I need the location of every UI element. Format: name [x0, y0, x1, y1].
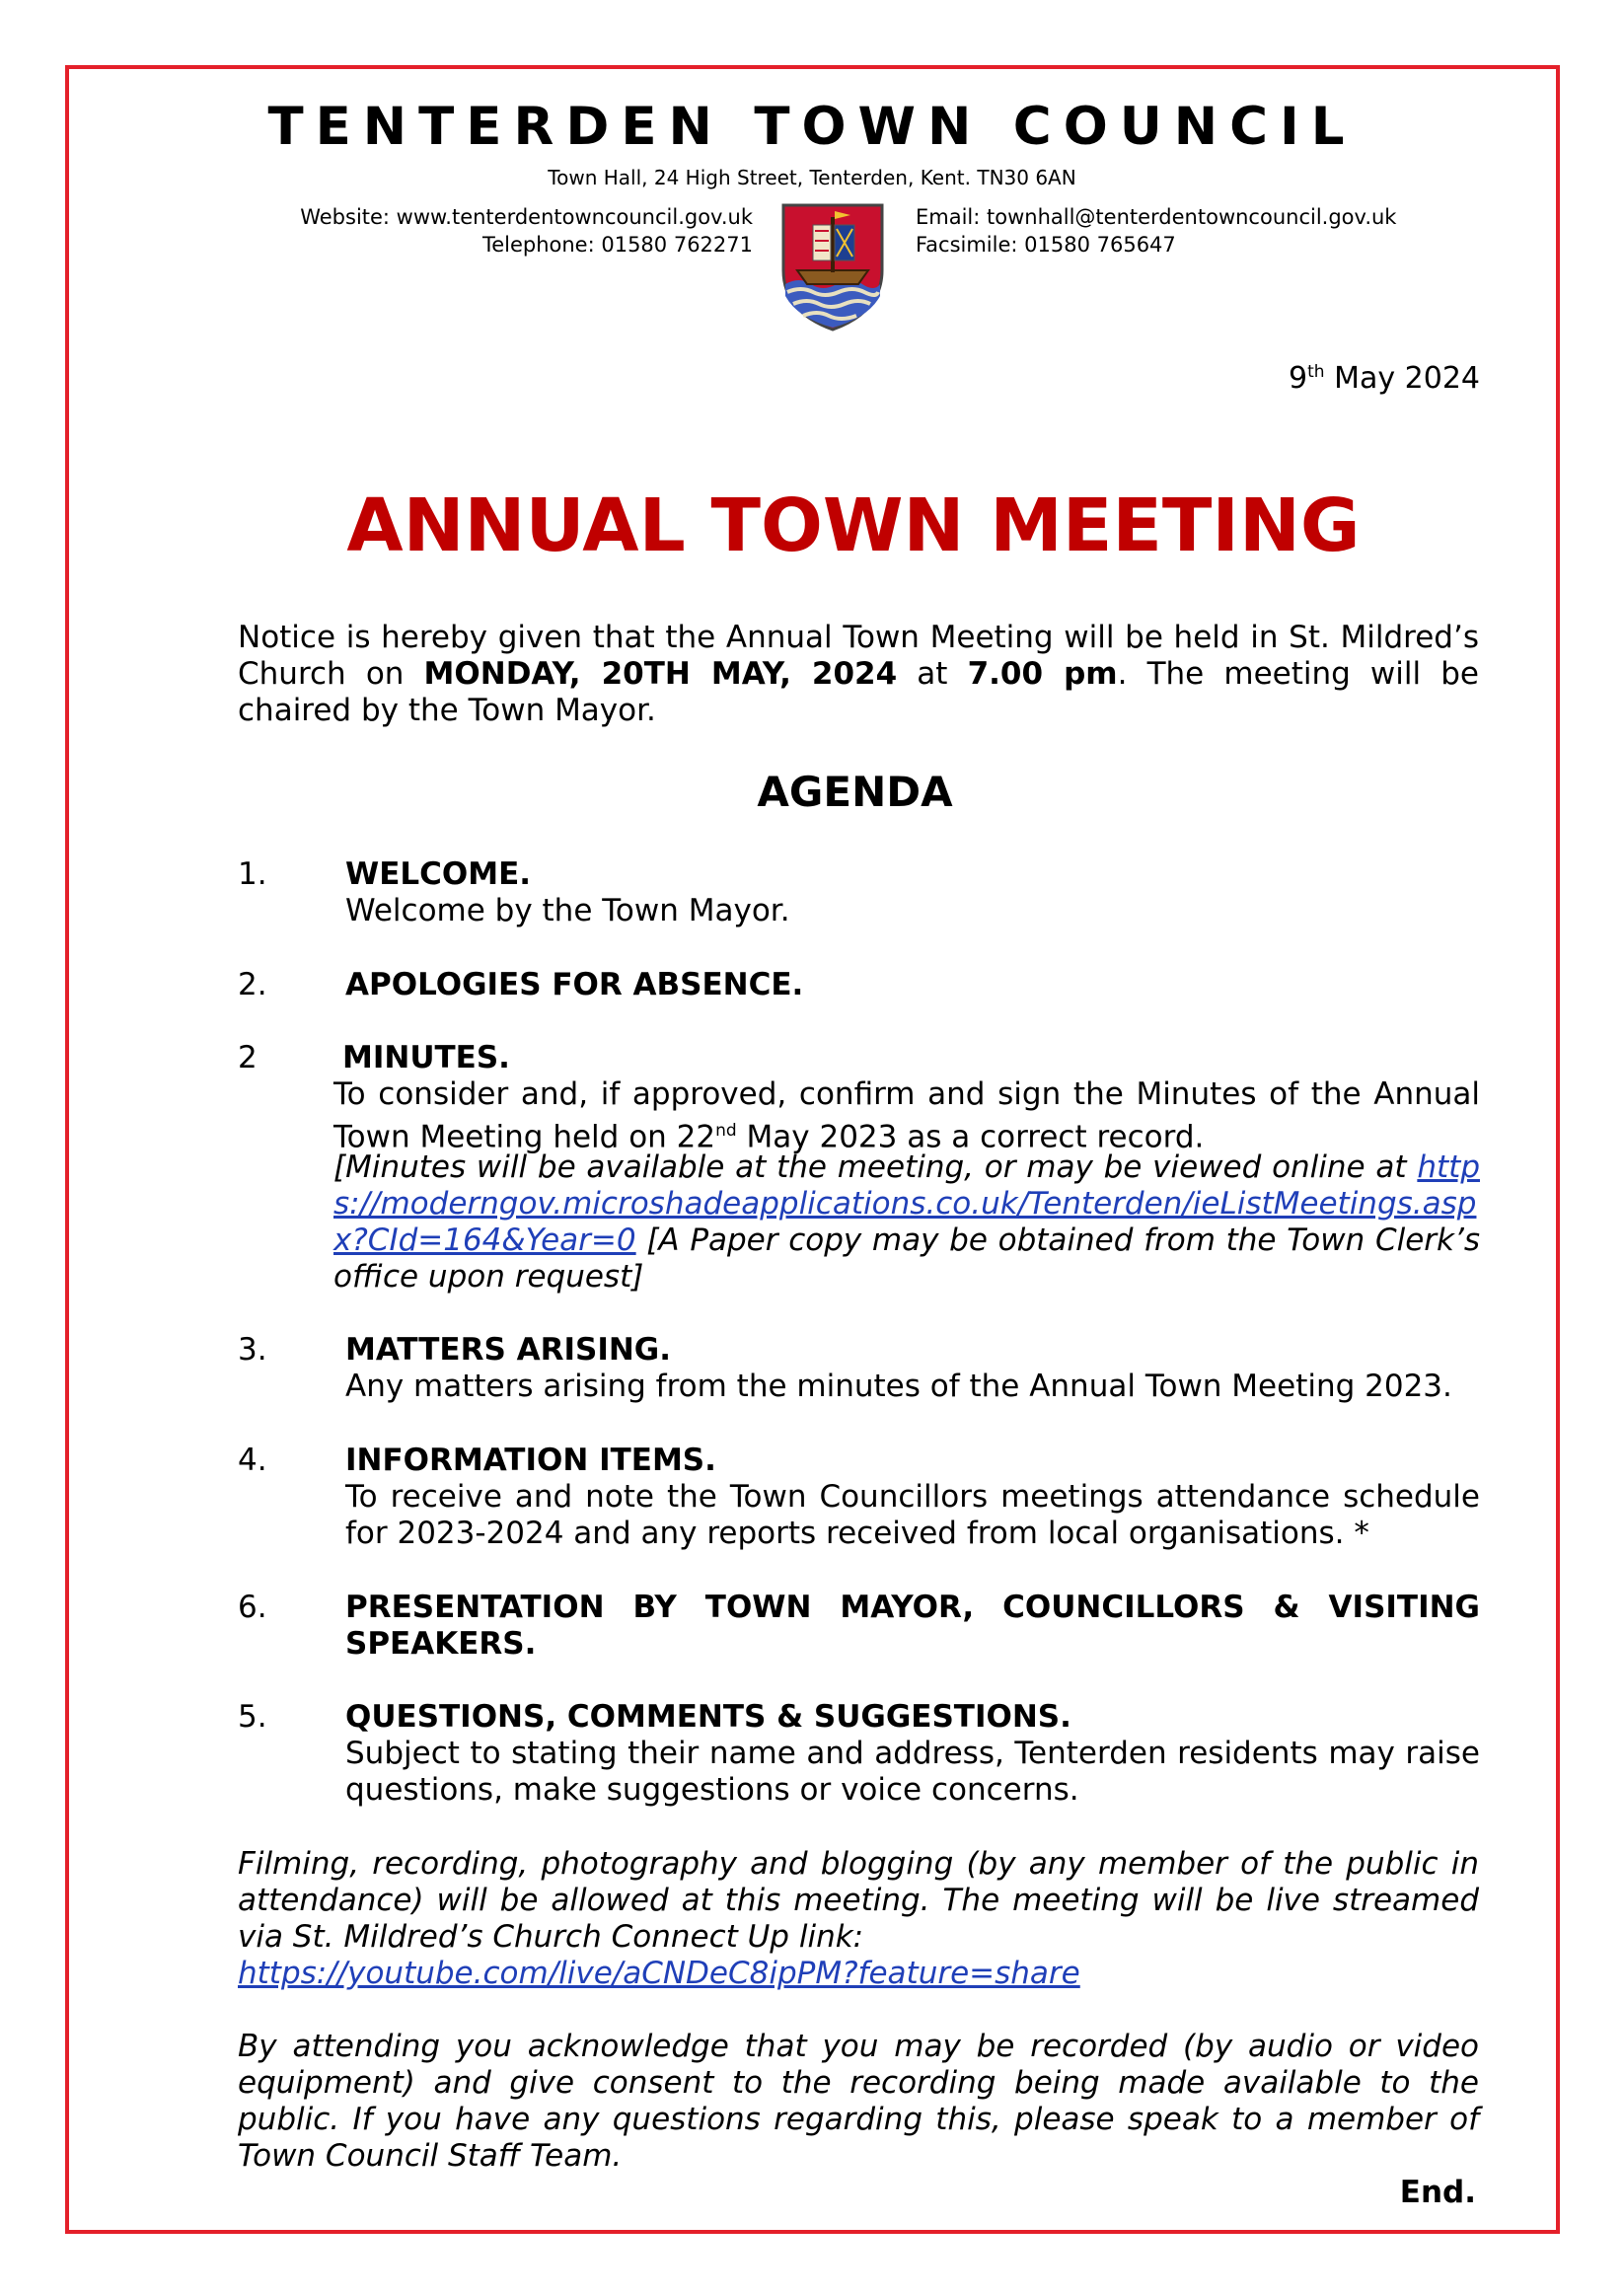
council-name: TENTERDEN TOWN COUNCIL [267, 97, 1357, 157]
item-text: Welcome by the Town Mayor. [345, 893, 790, 928]
livestream-link[interactable]: https://youtube.com/live/aCNDeC8ipPM?feature=share [238, 1956, 1080, 1991]
item-text: Any matters arising from the minutes of the Annual Town Meeting 2023. [345, 1369, 1452, 1404]
telephone: Telephone: 01580 762271 [481, 233, 753, 257]
town-crest-icon [779, 201, 886, 333]
item-text: To receive and note the Town Councillors meetings attendance schedule for 2023-2024 and any reports received from local organisations. * [345, 1479, 1480, 1551]
item-number: 3. [238, 1332, 267, 1368]
item-number: 2 [238, 1040, 258, 1075]
minutes-link[interactable]: https://moderngov.microshadeapplications.co.uk/Tenterden/ieListMeetings.aspx?CId=164&Year=0 [333, 1149, 1480, 1258]
agenda-item-matters-arising [345, 1332, 1480, 1405]
facsimile: Facsimile: 01580 765647 [916, 233, 1176, 257]
filming-notice: Filming, recording, photography and blogging (by any member of the public in attendance) will be allowed at this meeting. The meeting will be live streamed via St. Mildred’s Church Connect Up link: https://youtube.com/live/aCNDeC8ipPM?feature=share [238, 1846, 1479, 1991]
contact-right [916, 203, 1396, 259]
agenda-item-information [345, 1443, 1480, 1552]
agenda-item-welcome [345, 856, 1480, 929]
notice-date: 9th May 2024 [1289, 361, 1480, 396]
item-number: 5. [238, 1699, 267, 1735]
item-title: WELCOME. [345, 856, 532, 892]
item-number: 4. [238, 1443, 267, 1478]
item-title: INFORMATION ITEMS. [345, 1443, 716, 1478]
item-title: MATTERS ARISING. [345, 1332, 672, 1368]
email[interactable]: Email: townhall@tenterdentowncouncil.gov.uk [916, 205, 1397, 229]
item-title: MINUTES. [342, 1040, 510, 1075]
item-title: QUESTIONS, COMMENTS & SUGGESTIONS. [345, 1699, 1071, 1735]
consent-notice: By attending you acknowledge that you may be recorded (by audio or video equipment) and give consent to the recording being made available to the public. If you have any questions regarding this, please speak to a member of Town Council Staff Team. [238, 2029, 1479, 2174]
item-title: PRESENTATION BY TOWN MAYOR, COUNCILLORS & VISITING SPEAKERS. [345, 1590, 1480, 1662]
item-text: Subject to stating their name and address, Tenterden residents may raise questions, make suggestions or voice concerns. [345, 1736, 1480, 1808]
item-title: APOLOGIES FOR ABSENCE. [345, 967, 804, 1002]
website[interactable]: Website: www.tenterdentowncouncil.gov.uk [300, 205, 753, 229]
item-number: 1. [238, 856, 267, 892]
contact-left [300, 203, 753, 259]
council-address: Town Hall, 24 High Street, Tenterden, Kent. TN30 6AN [548, 166, 1076, 189]
agenda-item-minutes: To consider and, if approved, confirm and sign the Minutes of the Annual Town Meeting held on 22nd May 2023 as a correct record. [333, 1076, 1480, 1155]
item-number: 2. [238, 967, 267, 1002]
meeting-title: ANNUAL TOWN MEETING [346, 483, 1361, 568]
agenda-heading: AGENDA [757, 768, 953, 816]
agenda-item-apologies [345, 967, 1480, 1003]
item-number: 6. [238, 1590, 267, 1625]
minutes-availability: [Minutes will be available at the meeting, or may be viewed online at https://moderngov.microshadeapplications.co.uk/Tenterden/ieListMeetings.aspx?CId=164&Year=0 [A Paper copy may be obtained from the Town Clerk’s office upon request] [333, 1149, 1480, 1295]
agenda-item-questions [345, 1699, 1480, 1809]
end-marker: End. [1399, 2175, 1476, 2210]
agenda-item-presentation [345, 1590, 1480, 1663]
meeting-notice: Notice is hereby given that the Annual Town Meeting will be held in St. Mildred’s Church on MONDAY, 20TH MAY, 2024 at 7.00 pm. The meeting will be chaired by the Town Mayor. [238, 620, 1479, 728]
